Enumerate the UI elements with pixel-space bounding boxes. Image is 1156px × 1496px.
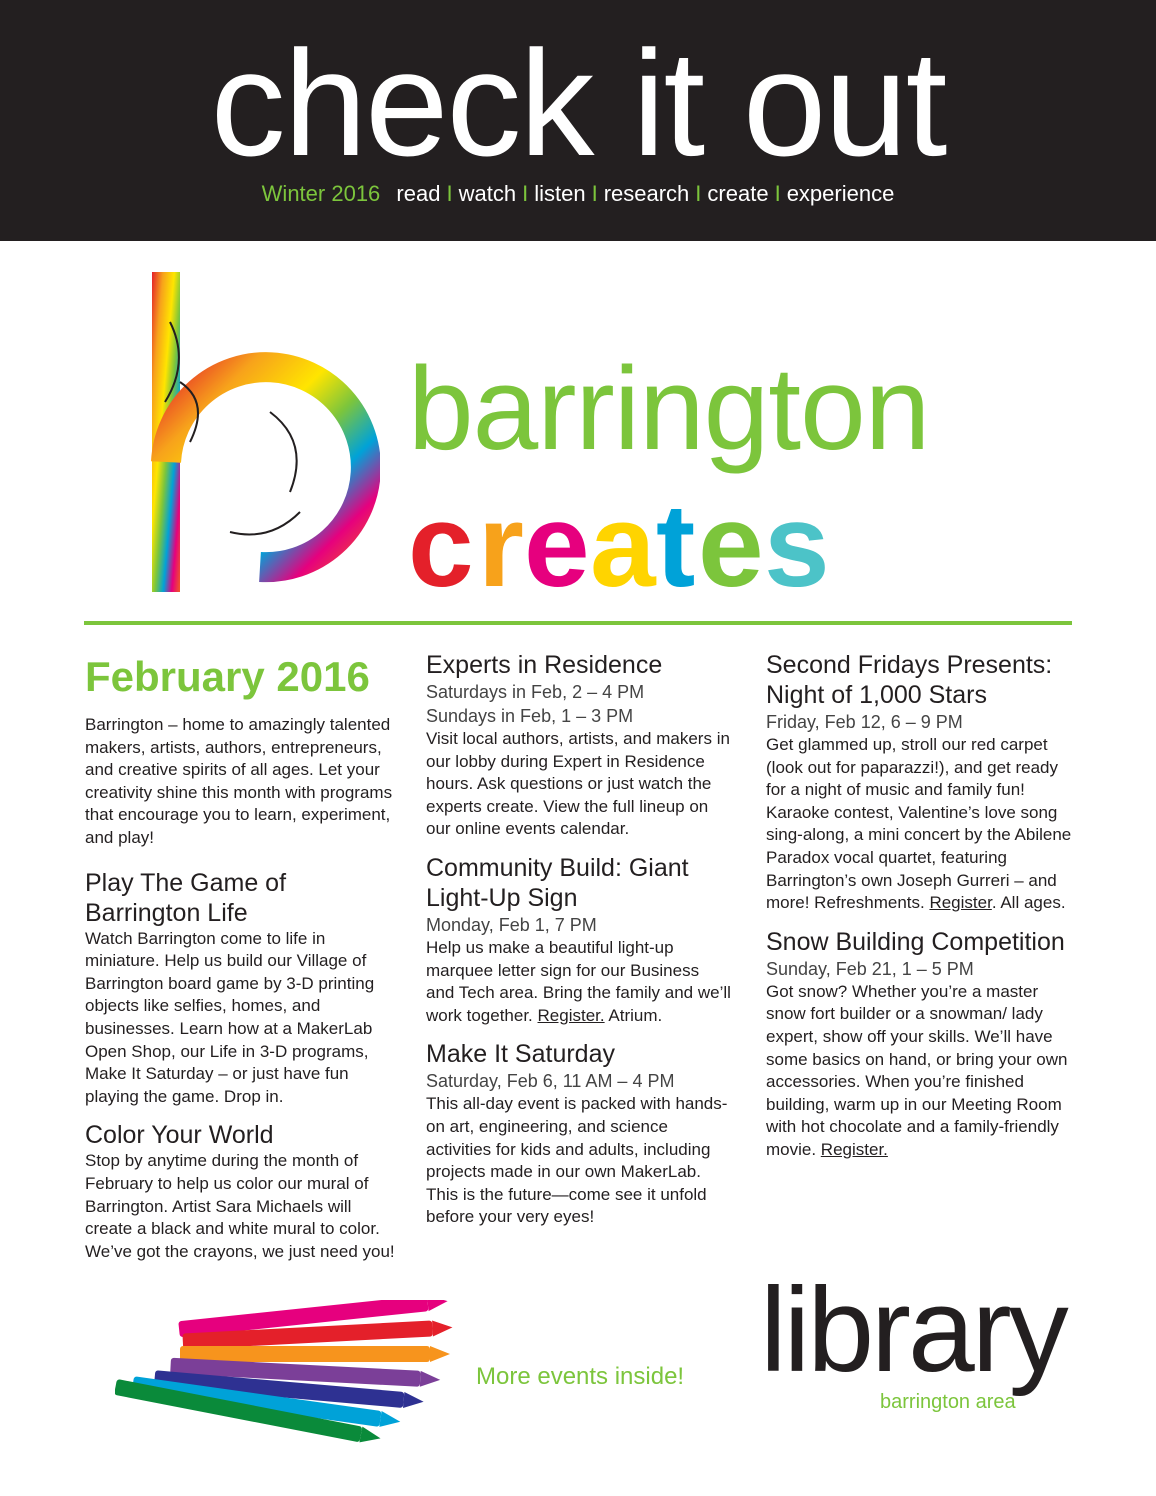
month-heading: February 2016 <box>85 653 370 700</box>
event-body <box>766 734 1076 915</box>
topic-separator: I <box>695 181 702 206</box>
library-wordmark: library <box>760 1263 1066 1397</box>
barrington-creates-logo <box>120 262 1080 612</box>
event-body-text: Help us make a beautiful light-up marquee letter sign for our Business and Tech area. Bring the family and we’ll work together. <box>426 937 731 1025</box>
event-when: Monday, Feb 1, 7 PM <box>426 914 597 935</box>
topic-create: create <box>707 181 769 206</box>
topic-experience: experience <box>786 181 895 206</box>
event-when: Saturday, Feb 6, 11 AM – 4 PM <box>426 1071 675 1092</box>
register-link[interactable]: Register. <box>820 1139 888 1159</box>
creates-letter: a <box>590 480 656 612</box>
event-title: Experts in Residence <box>426 651 663 679</box>
crayon <box>180 1346 450 1362</box>
topic-listen: listen <box>534 181 586 206</box>
column-right <box>766 650 1076 1174</box>
event-when: Sunday, Feb 21, 1 – 5 PM <box>766 958 974 979</box>
event-body <box>426 937 731 1027</box>
library-logo <box>760 1263 1080 1420</box>
event-title: Play The Game of Barrington Life <box>85 868 287 927</box>
creates-letter: c <box>408 480 474 612</box>
creates-letter: r <box>478 480 524 612</box>
event-body-text: Got snow? Whether you’re a master snow fort builder or a snowman/ lady expert, show off your skills. We’ll have some basics on hand, or bring your own accessories. When you’re finished building, warm up in our Meeting Room with hot chocolate and a family-friendly movie. <box>766 981 1068 1159</box>
event-body: Watch Barrington come to life in miniature. Help us build our Village of Barrington board game by 3-D printing objects like selfies, homes, and businesses. Learn how at a MakerLab Open Shop, our Life in 3-D programs, Make It Saturday – or just have fun playing the game. Drop in. <box>85 928 375 1106</box>
topic-separator: I <box>446 181 453 206</box>
more-events-callout: More events inside! <box>476 1363 685 1390</box>
column-left <box>85 650 400 1275</box>
event-title: Community Build: Giant Light-Up Sign <box>426 853 689 912</box>
topic-separator: I <box>591 181 598 206</box>
topic-read: read <box>396 181 441 206</box>
creates-letter: t <box>656 480 696 612</box>
event-body-tail: . All ages. <box>991 893 1066 913</box>
event-title: Make It Saturday <box>426 1040 615 1069</box>
topic-line <box>0 180 1156 208</box>
creates-letter: e <box>524 480 590 612</box>
divider-rule <box>84 621 1072 625</box>
event-when: Friday, Feb 12, 6 – 9 PM <box>766 712 963 732</box>
newsletter-title: check it out <box>210 19 946 187</box>
creates-letter: e <box>698 480 764 612</box>
column-middle <box>426 650 731 1241</box>
barrington-word: barrington <box>408 343 930 475</box>
creates-letter: s <box>764 480 830 612</box>
event-body-tail: Atrium. <box>604 1005 663 1025</box>
crayons-illustration <box>115 1300 465 1460</box>
register-link[interactable]: Register. <box>537 1005 605 1025</box>
register-link[interactable]: Register <box>929 893 992 913</box>
season-label: Winter 2016 <box>261 181 381 206</box>
event-when: Sundays in Feb, 1 – 3 PM <box>426 706 634 726</box>
event-body-text: Get glammed up, stroll our red carpet (look out for paparazzi!), and get ready for a night of music and family fun! Karaoke contest, Valentine’s love song sing-along, a mini concert by the Abilene Paradox vocal quartet, featuring Barrington’s own Joseph Gurreri – and more! Refreshments. <box>766 735 1072 913</box>
topic-separator: I <box>522 181 529 206</box>
event-title: Color Your World <box>85 1121 274 1150</box>
event-body: This all-day event is packed with hands-on art, engineering, and science activities for kids and adults, including projects made in our own MakerLab. This is the future—come see it unfold before your very eyes! <box>426 1094 728 1227</box>
library-subtitle: barrington area <box>880 1391 1016 1413</box>
intro-text: Barrington – home to amazingly talented makers, artists, authors, entrepreneurs, and creative spirits of all ages. Let your creativity shine this month with programs that encourage you to learn, experiment, and play! <box>85 715 393 847</box>
topic-research: research <box>603 181 690 206</box>
event-body: Visit local authors, artists, and makers in our lobby during Expert in Residence hours. Ask questions or just watch the experts create. View the full lineup on our online events calendar. <box>426 729 730 839</box>
topic-separator: I <box>774 181 781 206</box>
event-body: Stop by anytime during the month of February to help us color our mural of Barrington. Artist Sara Michaels will create a black and white mural to color. We’ve got the crayons, we just need you! <box>85 1151 395 1261</box>
event-title: Snow Building Competition <box>766 927 1065 956</box>
event-title: Second Fridays Presents: Night of 1,000 Stars <box>766 651 1053 709</box>
event-body <box>766 981 1076 1162</box>
big-b-icon <box>120 262 380 602</box>
topic-watch: watch <box>458 181 517 206</box>
masthead <box>0 0 1156 241</box>
event-when: Saturdays in Feb, 2 – 4 PM <box>426 682 645 702</box>
